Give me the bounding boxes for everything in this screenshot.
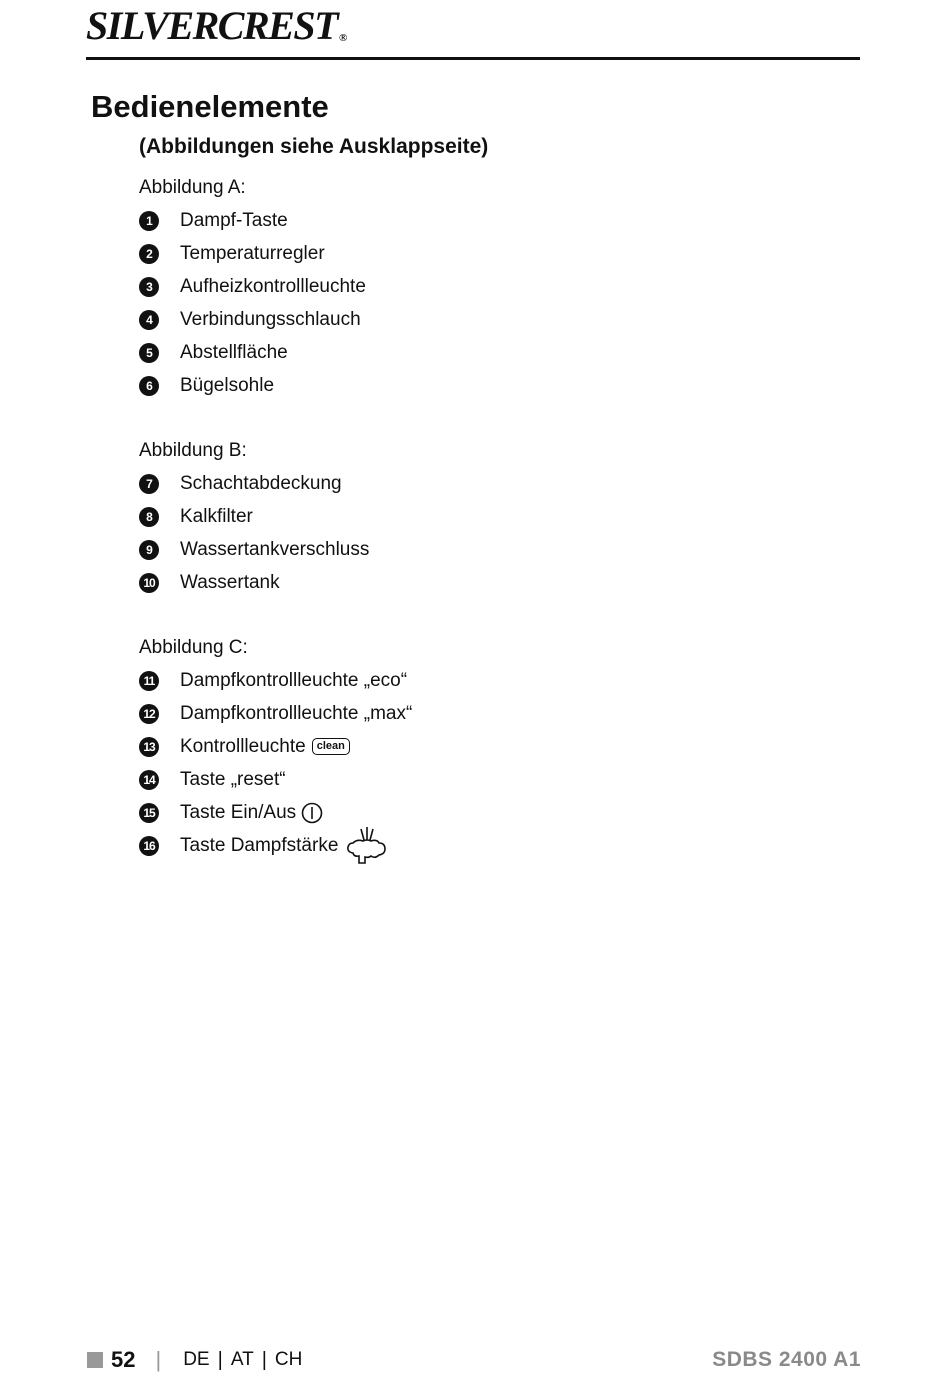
list-item <box>139 237 739 270</box>
registered-mark: ® <box>339 32 348 44</box>
item-number: 14 <box>139 770 159 790</box>
list-item <box>139 664 739 697</box>
item-label: Schachtabdeckung <box>180 472 342 494</box>
item-label: Dampfkontrollleuchte „eco“ <box>180 669 408 691</box>
list-item <box>139 730 739 763</box>
list-item <box>139 336 739 369</box>
list-item <box>139 829 739 862</box>
item-label: Dampfkontrollleuchte „max“ <box>180 702 413 724</box>
item-label: Taste „reset“ <box>180 768 286 790</box>
item-number: 7 <box>139 474 159 494</box>
page-footer <box>87 1343 861 1377</box>
footer-separator: | <box>155 1347 162 1372</box>
controls-list <box>139 171 739 862</box>
list-item <box>139 697 739 730</box>
section-title-b: Abbildung B: <box>139 440 247 461</box>
page-title: Bedienelemente <box>91 89 329 124</box>
section-title-a: Abbildung A: <box>139 177 246 198</box>
list-item <box>139 369 739 402</box>
item-number: 2 <box>139 244 159 264</box>
item-label: Kalkfilter <box>180 505 253 527</box>
item-number: 3 <box>139 277 159 297</box>
country-at: AT <box>230 1349 254 1370</box>
list-item <box>139 500 739 533</box>
list-item <box>139 566 739 599</box>
brand-name: SILVERCREST <box>86 3 338 48</box>
item-number: 12 <box>139 704 159 724</box>
section-gap <box>139 599 739 631</box>
list-item <box>139 533 739 566</box>
list-item <box>139 467 739 500</box>
item-label: Taste Ein/Aus <box>180 801 297 823</box>
item-number: 16 <box>139 836 159 856</box>
country-separator: | <box>261 1348 267 1371</box>
item-label: Bügelsohle <box>180 374 275 396</box>
power-icon <box>301 802 323 824</box>
item-number: 5 <box>139 343 159 363</box>
list-item <box>139 270 739 303</box>
item-number: 13 <box>139 737 159 757</box>
steam-icon <box>343 825 391 867</box>
item-number: 4 <box>139 310 159 330</box>
item-label: Abstellfläche <box>180 341 288 363</box>
page-subtitle: (Abbildungen siehe Ausklappseite) <box>139 135 489 158</box>
header-rule <box>86 57 860 60</box>
item-label: Wassertankverschluss <box>180 538 370 560</box>
item-number: 11 <box>139 671 159 691</box>
item-number: 6 <box>139 376 159 396</box>
item-label: Temperaturregler <box>180 242 325 264</box>
clean-icon: clean <box>312 738 350 755</box>
list-item <box>139 303 739 336</box>
item-number: 9 <box>139 540 159 560</box>
country-de: DE <box>183 1349 210 1370</box>
list-item <box>139 204 739 237</box>
section-title-c: Abbildung C: <box>139 637 248 658</box>
country-ch: CH <box>274 1349 303 1370</box>
item-label: Taste Dampfstärke <box>180 834 339 856</box>
item-label: Wassertank <box>180 571 280 593</box>
page-marker-square <box>87 1352 103 1368</box>
item-label: Kontrollleuchte <box>180 735 306 757</box>
list-item <box>139 763 739 796</box>
page-number: 52 <box>111 1347 136 1372</box>
section-gap <box>139 402 739 434</box>
item-label: Verbindungsschlauch <box>180 308 361 330</box>
item-label: Dampf-Taste <box>180 209 288 231</box>
list-item <box>139 796 739 829</box>
item-number: 15 <box>139 803 159 823</box>
item-number: 10 <box>139 573 159 593</box>
item-number: 1 <box>139 211 159 231</box>
item-label: Aufheizkontrollleuchte <box>180 275 366 297</box>
brand-logo <box>86 2 347 50</box>
model-number: SDBS 2400 A1 <box>712 1348 861 1371</box>
item-number: 8 <box>139 507 159 527</box>
country-separator: | <box>217 1348 223 1371</box>
